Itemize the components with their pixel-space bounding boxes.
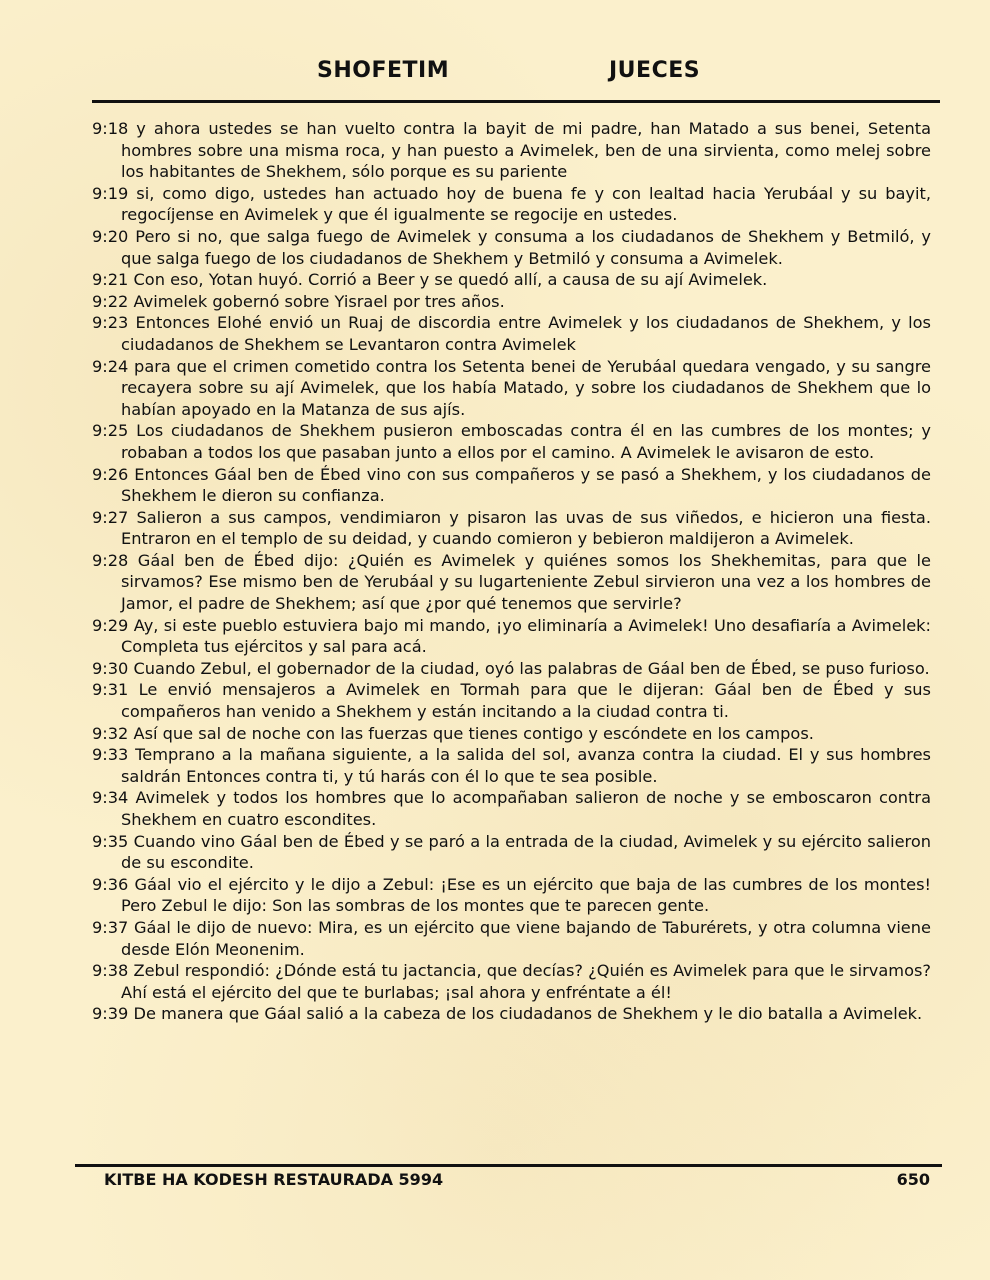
verse-9-31: 9:31 Le envió mensajeros a Avimelek en Tormah para que le dijeran: Gáal ben de Ébed y sus compañeros han venido a Shekhem y están incitando a la ciudad contra ti. — [92, 680, 931, 722]
verse-9-29: 9:29 Ay, si este pueblo estuviera bajo mi mando, ¡yo eliminaría a Avimelek! Uno desafiaría a Avimelek: Completa tus ejércitos y sal para acá. — [92, 615, 931, 657]
header-rule — [92, 100, 940, 103]
verse-9-27: 9:27 Salieron a sus campos, vendimiaron y pisaron las uvas de sus viñedos, e hicieron una fiesta. Entraron en el templo de su deidad, y cuando comieron y bebieron maldijeron a Avimelek. — [92, 507, 931, 549]
verse-9-20: 9:20 Pero si no, que salga fuego de Avimelek y consuma a los ciudadanos de Shekhem y Betmiló, y que salga fuego de los ciudadanos de Shekhem y Betmiló y consuma a Avimelek. — [92, 226, 931, 268]
footer-rule — [75, 1164, 942, 1167]
verse-9-32: 9:32 Así que sal de noche con las fuerzas que tienes contigo y escóndete en los campos. — [92, 723, 814, 743]
verse-list — [92, 118, 931, 1025]
verse-9-22: 9:22 Avimelek gobernó sobre Yisrael por tres años. — [92, 291, 505, 311]
verse-9-24: 9:24 para que el crimen cometido contra los Setenta benei de Yerubáal quedara vengado, y su sangre recayera sobre su ají Avimelek, que los había Matado, y sobre los ciudadanos de Shekhem que lo habían apoyado en la Matanza de sus ajís. — [92, 356, 931, 419]
header-title-spanish: JUECES — [609, 58, 701, 83]
verse-9-19: 9:19 si, como digo, ustedes han actuado hoy de buena fe y con lealtad hacia Yerubáal y su bayit, regocíjense en Avimelek y que él igualmente se regocije en ustedes. — [92, 183, 931, 225]
footer-book-title: KITBE HA KODESH RESTAURADA 5994 — [104, 1170, 444, 1189]
verse-9-28: 9:28 Gáal ben de Ébed dijo: ¿Quién es Avimelek y quiénes somos los Shekhemitas, para que le sirvamos? Ese mismo ben de Yerubáal y su lugarteniente Zebul sirvieron una vez a los hombres de Jamor, el padre de Shekhem; así que ¿por qué tenemos que servirle? — [92, 550, 931, 614]
verse-9-18: 9:18 y ahora ustedes se han vuelto contra la bayit de mi padre, han Matado a sus benei, Setenta hombres sobre una misma roca, y han puesto a Avimelek, ben de una sirvienta, como melej sobre los habitantes de Shekhem, sólo porque es su pariente — [92, 119, 931, 182]
header-title-hebrew: SHOFETIM — [317, 58, 450, 83]
verse-9-26: 9:26 Entonces Gáal ben de Ébed vino con sus compañeros y se pasó a Shekhem, y los ciudadanos de Shekhem le dieron su confianza. — [92, 464, 931, 506]
verse-9-34: 9:34 Avimelek y todos los hombres que lo acompañaban salieron de noche y se emboscaron contra Shekhem en cuatro escondites. — [92, 788, 931, 829]
verse-9-21: 9:21 Con eso, Yotan huyó. Corrió a Beer y se quedó allí, a causa de su ají Avimelek. — [92, 270, 768, 290]
verse-9-39: 9:39 De manera que Gáal salió a la cabeza de los ciudadanos de Shekhem y le dio batalla a Avimelek. — [92, 1004, 923, 1024]
verse-9-37: 9:37 Gáal le dijo de nuevo: Mira, es un ejército que viene bajando de Taburérets, y otra columna viene desde Elón Meonenim. — [92, 917, 931, 959]
page-number: 650 — [896, 1170, 930, 1189]
verse-9-35: 9:35 Cuando vino Gáal ben de Ébed y se paró a la entrada de la ciudad, Avimelek y su ejército salieron de su escondite. — [92, 831, 931, 873]
page-header — [0, 58, 990, 92]
page-footer — [104, 1170, 930, 1194]
verse-9-25: 9:25 Los ciudadanos de Shekhem pusieron emboscadas contra él en las cumbres de los montes; y robaban a todos los que pasaban junto a ellos por el camino. A Avimelek le avisaron de esto. — [92, 421, 931, 462]
verse-9-23: 9:23 Entonces Elohé envió un Ruaj de discordia entre Avimelek y los ciudadanos de Shekhem, y los ciudadanos de Shekhem se Levantaron contra Avimelek — [92, 313, 931, 354]
verse-9-36: 9:36 Gáal vio el ejército y le dijo a Zebul: ¡Ese es un ejército que baja de las cumbres de los montes! Pero Zebul le dijo: Son las sombras de los montes que te parecen gente. — [92, 874, 931, 916]
verse-9-30: 9:30 Cuando Zebul, el gobernador de la ciudad, oyó las palabras de Gáal ben de Ébed, se puso furioso. — [92, 658, 930, 678]
verse-9-38: 9:38 Zebul respondió: ¿Dónde está tu jactancia, que decías? ¿Quién es Avimelek para que le sirvamos? Ahí está el ejército del que te burlabas; ¡sal ahora y enfréntate a él! — [92, 961, 931, 1002]
verse-9-33: 9:33 Temprano a la mañana siguiente, a la salida del sol, avanza contra la ciudad. El y sus hombres saldrán Entonces contra ti, y tú harás con él lo que te sea posible. — [92, 745, 931, 786]
